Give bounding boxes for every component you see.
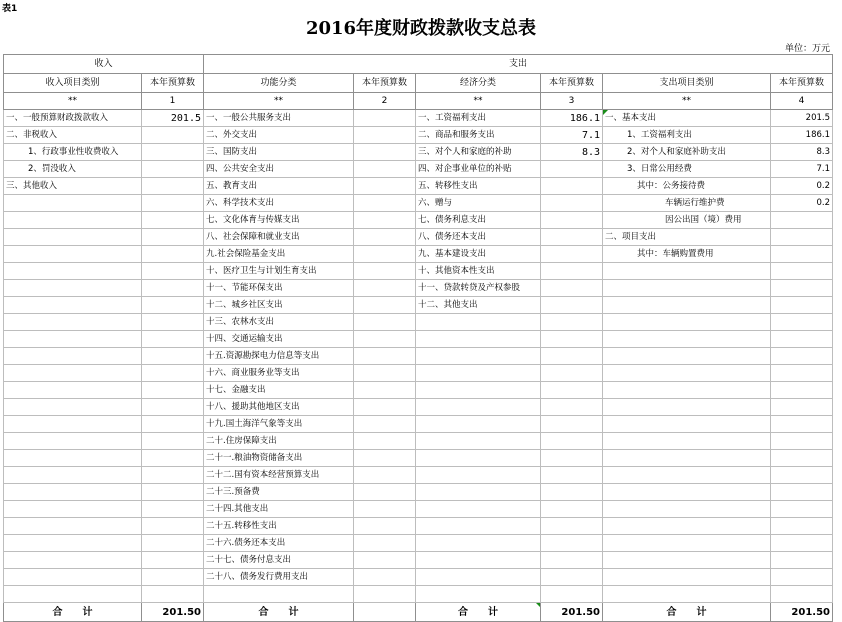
column-index-row: [4, 93, 833, 110]
total-label-cell[interactable]: [416, 603, 541, 622]
item-cell[interactable]: 十七、金融支出: [204, 382, 354, 399]
amount-cell[interactable]: [771, 280, 833, 297]
item-cell[interactable]: 二十四.其他支出: [204, 501, 354, 518]
item-cell[interactable]: [4, 331, 142, 348]
amount-cell[interactable]: [354, 501, 416, 518]
item-cell[interactable]: [603, 263, 771, 280]
column-header[interactable]: 支出项目类别: [603, 74, 771, 93]
amount-cell[interactable]: [541, 195, 603, 212]
item-cell[interactable]: 车辆运行维护费: [603, 195, 771, 212]
item-cell[interactable]: 十八、援助其他地区支出: [204, 399, 354, 416]
amount-cell[interactable]: [354, 331, 416, 348]
amount-cell[interactable]: [354, 416, 416, 433]
income-group-header[interactable]: 收入: [4, 55, 204, 74]
amount-cell[interactable]: [771, 569, 833, 586]
total-label-cell[interactable]: 合 计: [603, 603, 771, 622]
item-cell[interactable]: [416, 535, 541, 552]
amount-cell[interactable]: 7.1: [771, 161, 833, 178]
item-cell[interactable]: [603, 365, 771, 382]
item-cell[interactable]: [4, 416, 142, 433]
amount-cell[interactable]: [142, 297, 204, 314]
amount-cell[interactable]: [354, 110, 416, 127]
item-cell[interactable]: 二十五.转移性支出: [204, 518, 354, 535]
item-cell[interactable]: 五、转移性支出: [416, 178, 541, 195]
item-cell[interactable]: 3、日常公用经费: [603, 161, 771, 178]
amount-cell[interactable]: [541, 263, 603, 280]
sheet-title: 2016年度财政拨款收支总表: [305, 18, 537, 39]
item-cell[interactable]: [4, 348, 142, 365]
item-cell[interactable]: [4, 433, 142, 450]
item-cell[interactable]: 二十二.国有资本经营预算支出: [204, 467, 354, 484]
amount-cell[interactable]: 8.3: [771, 144, 833, 161]
amount-cell[interactable]: [354, 144, 416, 161]
item-cell[interactable]: 五、教育支出: [204, 178, 354, 195]
amount-cell[interactable]: [541, 535, 603, 552]
item-cell[interactable]: 七、文化体育与传媒支出: [204, 212, 354, 229]
table-row: [4, 110, 833, 127]
item-cell[interactable]: 二、项目支出: [603, 229, 771, 246]
amount-cell[interactable]: [354, 263, 416, 280]
group-header-row: [4, 55, 833, 74]
table-row: [4, 433, 833, 450]
total-label-cell[interactable]: 合 计: [204, 603, 354, 622]
amount-cell[interactable]: [354, 399, 416, 416]
amount-cell[interactable]: [142, 518, 204, 535]
item-cell[interactable]: [4, 314, 142, 331]
item-cell[interactable]: [603, 399, 771, 416]
table-row: [4, 144, 833, 161]
total-amount-cell[interactable]: [354, 603, 416, 622]
item-cell[interactable]: [603, 569, 771, 586]
item-cell[interactable]: [416, 416, 541, 433]
item-cell[interactable]: 十、其他资本性支出: [416, 263, 541, 280]
total-amount-cell[interactable]: 201.50: [771, 603, 833, 622]
amount-cell[interactable]: [354, 484, 416, 501]
amount-cell[interactable]: [142, 535, 204, 552]
amount-cell[interactable]: [541, 246, 603, 263]
amount-cell[interactable]: [771, 263, 833, 280]
item-cell[interactable]: 十三、农林水支出: [204, 314, 354, 331]
amount-cell[interactable]: [771, 365, 833, 382]
amount-cell[interactable]: [354, 161, 416, 178]
item-cell[interactable]: [4, 586, 142, 603]
column-index-cell[interactable]: 2: [354, 93, 416, 110]
item-cell[interactable]: [4, 484, 142, 501]
total-row: [4, 603, 833, 622]
item-cell[interactable]: [603, 501, 771, 518]
item-cell[interactable]: 二、商品和服务支出: [416, 127, 541, 144]
table-row: [4, 586, 833, 603]
column-index-cell[interactable]: **: [204, 93, 354, 110]
column-index-cell[interactable]: **: [416, 93, 541, 110]
table-row: [4, 178, 833, 195]
column-index-cell[interactable]: **: [4, 93, 142, 110]
item-cell[interactable]: 一、工资福利支出: [416, 110, 541, 127]
amount-cell[interactable]: [142, 348, 204, 365]
table-row: [4, 314, 833, 331]
amount-cell[interactable]: [354, 246, 416, 263]
amount-cell[interactable]: [541, 297, 603, 314]
amount-cell[interactable]: [541, 314, 603, 331]
item-cell[interactable]: 二十六.债务还本支出: [204, 535, 354, 552]
amount-cell[interactable]: [541, 484, 603, 501]
item-cell[interactable]: 2、罚没收入: [4, 161, 142, 178]
amount-cell[interactable]: [771, 586, 833, 603]
amount-cell[interactable]: [771, 467, 833, 484]
amount-cell[interactable]: 186.1: [541, 110, 603, 127]
amount-cell[interactable]: 0.2: [771, 178, 833, 195]
amount-cell[interactable]: [142, 467, 204, 484]
item-cell[interactable]: [4, 382, 142, 399]
amount-cell[interactable]: [771, 246, 833, 263]
amount-cell[interactable]: 8.3: [541, 144, 603, 161]
amount-cell[interactable]: [541, 331, 603, 348]
item-cell[interactable]: [416, 518, 541, 535]
cell-comment-marker: [536, 603, 541, 608]
item-cell[interactable]: [416, 450, 541, 467]
item-cell[interactable]: [603, 331, 771, 348]
amount-cell[interactable]: [771, 433, 833, 450]
item-cell[interactable]: 十二、其他支出: [416, 297, 541, 314]
amount-cell[interactable]: [541, 450, 603, 467]
amount-cell[interactable]: 201.5: [142, 110, 204, 127]
sheet-label: 表1: [2, 4, 18, 14]
item-cell[interactable]: 三、国防支出: [204, 144, 354, 161]
unit-label: 单位：万元: [784, 44, 830, 54]
amount-cell[interactable]: [142, 552, 204, 569]
column-header[interactable]: 经济分类: [416, 74, 541, 93]
table-row: [4, 416, 833, 433]
column-header[interactable]: 功能分类: [204, 74, 354, 93]
item-cell[interactable]: 十一、贷款转贷及产权参股: [416, 280, 541, 297]
amount-cell[interactable]: [541, 569, 603, 586]
item-cell[interactable]: 十九.国土海洋气象等支出: [204, 416, 354, 433]
column-header[interactable]: 收入项目类别: [4, 74, 142, 93]
amount-cell[interactable]: [771, 484, 833, 501]
item-cell[interactable]: 二、非税收入: [4, 127, 142, 144]
table-row: [4, 552, 833, 569]
amount-cell[interactable]: [541, 518, 603, 535]
item-cell[interactable]: [4, 365, 142, 382]
table-row: [4, 280, 833, 297]
table-row: [4, 569, 833, 586]
amount-cell[interactable]: [354, 586, 416, 603]
amount-cell[interactable]: [354, 365, 416, 382]
item-cell[interactable]: 九.社会保险基金支出: [204, 246, 354, 263]
item-cell[interactable]: [416, 365, 541, 382]
amount-cell[interactable]: [771, 331, 833, 348]
table-row: [4, 382, 833, 399]
item-cell[interactable]: [603, 348, 771, 365]
amount-cell[interactable]: 186.1: [771, 127, 833, 144]
column-index-cell[interactable]: **: [603, 93, 771, 110]
item-cell[interactable]: [416, 501, 541, 518]
budget-table: [3, 54, 833, 622]
item-cell[interactable]: [416, 433, 541, 450]
item-cell[interactable]: 八、社会保障和就业支出: [204, 229, 354, 246]
item-cell[interactable]: 六、科学技术支出: [204, 195, 354, 212]
table-row: [4, 518, 833, 535]
cell-text: 合 计: [458, 606, 498, 618]
amount-cell[interactable]: [354, 280, 416, 297]
item-cell[interactable]: [416, 586, 541, 603]
amount-cell[interactable]: [354, 467, 416, 484]
table-row: [4, 450, 833, 467]
amount-cell[interactable]: [354, 297, 416, 314]
item-cell[interactable]: 二十.住房保障支出: [204, 433, 354, 450]
amount-cell[interactable]: [771, 382, 833, 399]
amount-cell[interactable]: [771, 297, 833, 314]
item-cell[interactable]: 二十八、债务发行费用支出: [204, 569, 354, 586]
item-cell[interactable]: [603, 382, 771, 399]
item-cell[interactable]: [603, 535, 771, 552]
amount-cell[interactable]: [354, 450, 416, 467]
item-cell[interactable]: [603, 314, 771, 331]
item-cell[interactable]: [4, 535, 142, 552]
amount-cell[interactable]: [142, 416, 204, 433]
amount-cell[interactable]: [142, 484, 204, 501]
item-cell[interactable]: [416, 569, 541, 586]
amount-cell[interactable]: [541, 552, 603, 569]
table-row: [4, 212, 833, 229]
item-cell[interactable]: 二十三.预备费: [204, 484, 354, 501]
item-cell[interactable]: [603, 467, 771, 484]
item-cell[interactable]: 九、基本建设支出: [416, 246, 541, 263]
amount-cell[interactable]: [354, 535, 416, 552]
item-cell[interactable]: 六、赠与: [416, 195, 541, 212]
column-index-cell[interactable]: 1: [142, 93, 204, 110]
item-cell[interactable]: 八、债务还本支出: [416, 229, 541, 246]
item-cell[interactable]: [603, 518, 771, 535]
expense-group-header[interactable]: 支出: [204, 55, 833, 74]
item-cell[interactable]: [603, 110, 771, 127]
item-cell[interactable]: 十二、城乡社区支出: [204, 297, 354, 314]
table-row: [4, 297, 833, 314]
item-cell[interactable]: 一、一般预算财政拨款收入: [4, 110, 142, 127]
amount-cell[interactable]: [142, 399, 204, 416]
amount-cell[interactable]: [541, 433, 603, 450]
item-cell[interactable]: [4, 552, 142, 569]
amount-cell[interactable]: [541, 586, 603, 603]
item-cell[interactable]: 二、外交支出: [204, 127, 354, 144]
item-cell[interactable]: [603, 586, 771, 603]
amount-cell[interactable]: 0.2: [771, 195, 833, 212]
amount-cell[interactable]: [541, 467, 603, 484]
table-row: [4, 348, 833, 365]
amount-cell[interactable]: [541, 161, 603, 178]
item-cell[interactable]: [4, 518, 142, 535]
item-cell[interactable]: 2、对个人和家庭补助支出: [603, 144, 771, 161]
item-cell[interactable]: 十四、交通运输支出: [204, 331, 354, 348]
item-cell[interactable]: 其中：车辆购置费用: [603, 246, 771, 263]
amount-cell[interactable]: [771, 535, 833, 552]
amount-cell[interactable]: [354, 382, 416, 399]
amount-cell[interactable]: [142, 586, 204, 603]
amount-cell[interactable]: [354, 314, 416, 331]
total-amount-cell[interactable]: 201.50: [142, 603, 204, 622]
table-row: [4, 484, 833, 501]
item-cell[interactable]: 二十一.粮油物资储备支出: [204, 450, 354, 467]
table-row: [4, 246, 833, 263]
table-row: [4, 467, 833, 484]
amount-cell[interactable]: [541, 212, 603, 229]
amount-cell[interactable]: 7.1: [541, 127, 603, 144]
amount-cell[interactable]: 201.5: [771, 110, 833, 127]
item-cell[interactable]: [4, 263, 142, 280]
amount-cell[interactable]: [541, 280, 603, 297]
item-cell[interactable]: [603, 416, 771, 433]
amount-cell[interactable]: [142, 314, 204, 331]
amount-cell[interactable]: [354, 212, 416, 229]
item-cell[interactable]: [603, 280, 771, 297]
table-row: [4, 365, 833, 382]
amount-cell[interactable]: [142, 212, 204, 229]
item-cell[interactable]: [4, 450, 142, 467]
amount-cell[interactable]: [354, 229, 416, 246]
item-cell[interactable]: [4, 229, 142, 246]
amount-cell[interactable]: [142, 569, 204, 586]
table-row: [4, 127, 833, 144]
amount-cell[interactable]: [541, 348, 603, 365]
item-cell[interactable]: 四、公共安全支出: [204, 161, 354, 178]
table-row: [4, 195, 833, 212]
table-row: [4, 535, 833, 552]
amount-cell[interactable]: [354, 433, 416, 450]
item-cell[interactable]: [603, 552, 771, 569]
item-cell[interactable]: [4, 297, 142, 314]
cell-comment-marker: [603, 110, 608, 115]
column-header[interactable]: 本年预算数: [771, 74, 833, 93]
amount-cell[interactable]: [771, 348, 833, 365]
total-amount-cell[interactable]: 201.50: [541, 603, 603, 622]
column-index-cell[interactable]: 4: [771, 93, 833, 110]
item-cell[interactable]: [4, 246, 142, 263]
item-cell[interactable]: [416, 382, 541, 399]
table-row: [4, 331, 833, 348]
amount-cell[interactable]: [354, 552, 416, 569]
amount-cell[interactable]: [541, 365, 603, 382]
table-row: [4, 501, 833, 518]
amount-cell[interactable]: [142, 433, 204, 450]
item-cell[interactable]: [4, 399, 142, 416]
amount-cell[interactable]: [541, 382, 603, 399]
item-cell[interactable]: [603, 450, 771, 467]
item-cell[interactable]: [4, 569, 142, 586]
amount-cell[interactable]: [142, 450, 204, 467]
item-cell[interactable]: [416, 348, 541, 365]
amount-cell[interactable]: [541, 229, 603, 246]
amount-cell[interactable]: [771, 501, 833, 518]
amount-cell[interactable]: [771, 450, 833, 467]
item-cell[interactable]: [603, 484, 771, 501]
amount-cell[interactable]: [771, 229, 833, 246]
item-cell[interactable]: [416, 399, 541, 416]
item-cell[interactable]: [4, 467, 142, 484]
table-row: [4, 229, 833, 246]
amount-cell[interactable]: [771, 314, 833, 331]
amount-cell[interactable]: [771, 416, 833, 433]
item-cell[interactable]: [4, 501, 142, 518]
item-cell[interactable]: [4, 280, 142, 297]
item-cell[interactable]: [416, 331, 541, 348]
item-cell[interactable]: 十一、节能环保支出: [204, 280, 354, 297]
item-cell[interactable]: [416, 552, 541, 569]
amount-cell[interactable]: [142, 229, 204, 246]
item-cell[interactable]: 四、对企事业单位的补贴: [416, 161, 541, 178]
item-cell[interactable]: 十五.资源勘探电力信息等支出: [204, 348, 354, 365]
cell-text: 一、基本支出: [605, 112, 657, 123]
amount-cell[interactable]: [541, 399, 603, 416]
amount-cell[interactable]: [142, 382, 204, 399]
column-header-row: [4, 74, 833, 93]
column-index-cell[interactable]: 3: [541, 93, 603, 110]
amount-cell[interactable]: [142, 178, 204, 195]
item-cell[interactable]: 三、其他收入: [4, 178, 142, 195]
item-cell[interactable]: [603, 297, 771, 314]
amount-cell[interactable]: [354, 569, 416, 586]
amount-cell[interactable]: [142, 127, 204, 144]
amount-cell[interactable]: [142, 331, 204, 348]
item-cell[interactable]: [416, 467, 541, 484]
amount-cell[interactable]: [354, 518, 416, 535]
table-row: [4, 263, 833, 280]
amount-cell[interactable]: [354, 127, 416, 144]
item-cell[interactable]: 三、对个人和家庭的补助: [416, 144, 541, 161]
item-cell[interactable]: 1、行政事业性收费收入: [4, 144, 142, 161]
column-header[interactable]: 本年预算数: [541, 74, 603, 93]
item-cell[interactable]: 十六、商业服务业等支出: [204, 365, 354, 382]
amount-cell[interactable]: [771, 399, 833, 416]
item-cell[interactable]: [416, 484, 541, 501]
table-row: [4, 161, 833, 178]
item-cell[interactable]: [416, 314, 541, 331]
amount-cell[interactable]: [142, 161, 204, 178]
table-row: [4, 399, 833, 416]
amount-cell[interactable]: [142, 144, 204, 161]
item-cell[interactable]: 一、一般公共服务支出: [204, 110, 354, 127]
item-cell[interactable]: [4, 195, 142, 212]
item-cell[interactable]: [4, 212, 142, 229]
item-cell[interactable]: 七、债务利息支出: [416, 212, 541, 229]
item-cell[interactable]: [204, 586, 354, 603]
amount-cell[interactable]: [142, 280, 204, 297]
item-cell[interactable]: 因公出国（境）费用: [603, 212, 771, 229]
amount-cell[interactable]: [142, 246, 204, 263]
amount-cell[interactable]: [142, 263, 204, 280]
column-header[interactable]: 本年预算数: [354, 74, 416, 93]
amount-cell[interactable]: [354, 195, 416, 212]
column-header[interactable]: 本年预算数: [142, 74, 204, 93]
amount-cell[interactable]: [771, 552, 833, 569]
item-cell[interactable]: 其中：公务接待费: [603, 178, 771, 195]
amount-cell[interactable]: [354, 178, 416, 195]
amount-cell[interactable]: [142, 195, 204, 212]
item-cell[interactable]: [603, 433, 771, 450]
amount-cell[interactable]: [771, 212, 833, 229]
amount-cell[interactable]: [541, 178, 603, 195]
amount-cell[interactable]: [142, 501, 204, 518]
item-cell[interactable]: 1、工资福利支出: [603, 127, 771, 144]
item-cell[interactable]: 二十七、债务付息支出: [204, 552, 354, 569]
amount-cell[interactable]: [354, 348, 416, 365]
total-label-cell[interactable]: 合 计: [4, 603, 142, 622]
amount-cell[interactable]: [142, 365, 204, 382]
amount-cell[interactable]: [541, 416, 603, 433]
amount-cell[interactable]: [541, 501, 603, 518]
item-cell[interactable]: 十、医疗卫生与计划生育支出: [204, 263, 354, 280]
amount-cell[interactable]: [771, 518, 833, 535]
